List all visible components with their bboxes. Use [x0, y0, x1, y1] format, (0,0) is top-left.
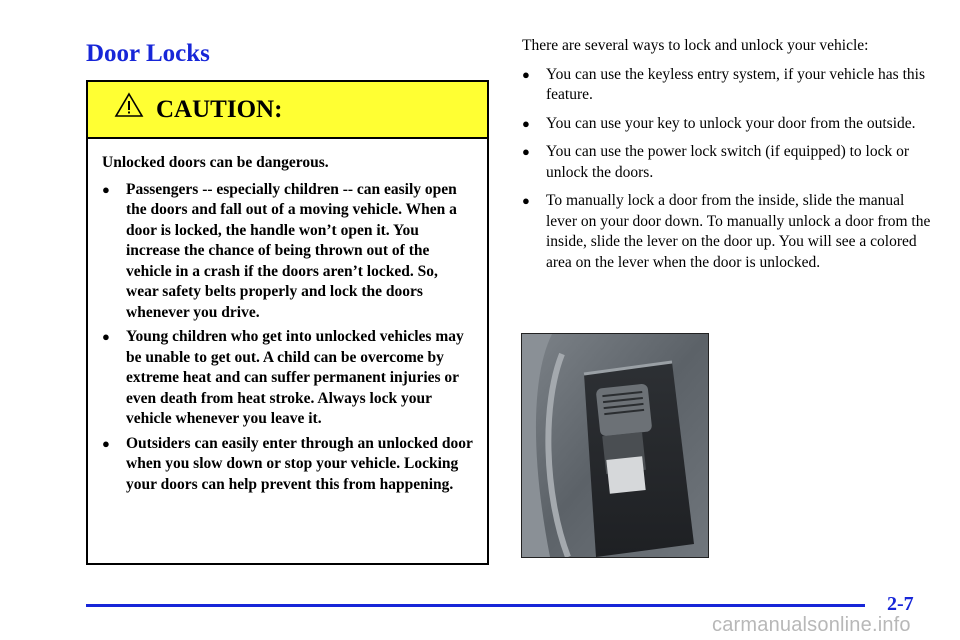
caution-bullet-text: Outsiders can easily enter through an unlocked door when you slow down or stop your vehicle. Locking your doors can help prevent this from happening.: [126, 434, 473, 493]
main-bullet-text: You can use the keyless entry system, if your vehicle has this feature.: [546, 65, 925, 103]
caution-bullet-text: Passengers -- especially children -- can easily open the doors and fall out of a moving vehicle. When a door is locked, the handle won’t open it. You increase the chance of being thrown out of the vehicle in a crash if the doors aren’t locked. So, wear safety belts properly and lock the doors whenever you drive.: [126, 180, 457, 321]
page-number: 2-7: [887, 593, 914, 615]
bullet-dot: ●: [522, 115, 530, 131]
main-bullet: [522, 191, 932, 273]
door-lock-lever-photo: [521, 333, 709, 558]
caution-bullet: [102, 434, 473, 496]
main-bullet-text: You can use the power lock switch (if equipped) to lock or unlock the doors.: [546, 143, 910, 181]
caution-bullet: [102, 180, 473, 324]
bullet-dot: ●: [102, 435, 110, 451]
bullet-dot: ●: [522, 193, 530, 208]
caution-bullet: [102, 327, 473, 430]
caution-intro: Unlocked doors can be dangerous.: [102, 154, 329, 171]
main-bullet: [522, 65, 932, 106]
page-title: Door Locks: [86, 40, 210, 67]
bullet-dot: ●: [102, 181, 110, 197]
main-bullet-text: You can use your key to unlock your door from the outside.: [546, 114, 916, 132]
main-text-column: [522, 36, 932, 281]
watermark: carmanualsonline.info: [712, 614, 911, 636]
warning-triangle-icon: [114, 92, 144, 118]
bullet-dot: ●: [522, 66, 530, 82]
main-bullet-text: To manually lock a door from the inside, slide the manual lever on your door down. To manually unlock a door from the inside, slide the lever on the door up. You will see a colored area on the lever when the door is unlocked.: [546, 192, 931, 271]
main-bullet: [522, 114, 932, 135]
caution-box: [86, 80, 489, 565]
door-lock-lever-illustration: [522, 334, 708, 557]
caution-body: [88, 139, 487, 495]
main-bullet: [522, 142, 932, 183]
caution-heading: CAUTION:: [156, 95, 283, 123]
bullet-dot: ●: [102, 329, 110, 344]
footer-rule: [86, 604, 865, 607]
caution-header: [88, 82, 487, 139]
main-intro: There are several ways to lock and unlock your vehicle:: [522, 37, 869, 54]
caution-bullet-text: Young children who get into unlocked vehicles may be unable to get out. A child can be overcome by extreme heat and can suffer permanent injuries or even death from heat stroke. Always lock your vehicle whenever you leave it.: [126, 328, 464, 427]
bullet-dot: ●: [522, 144, 530, 159]
